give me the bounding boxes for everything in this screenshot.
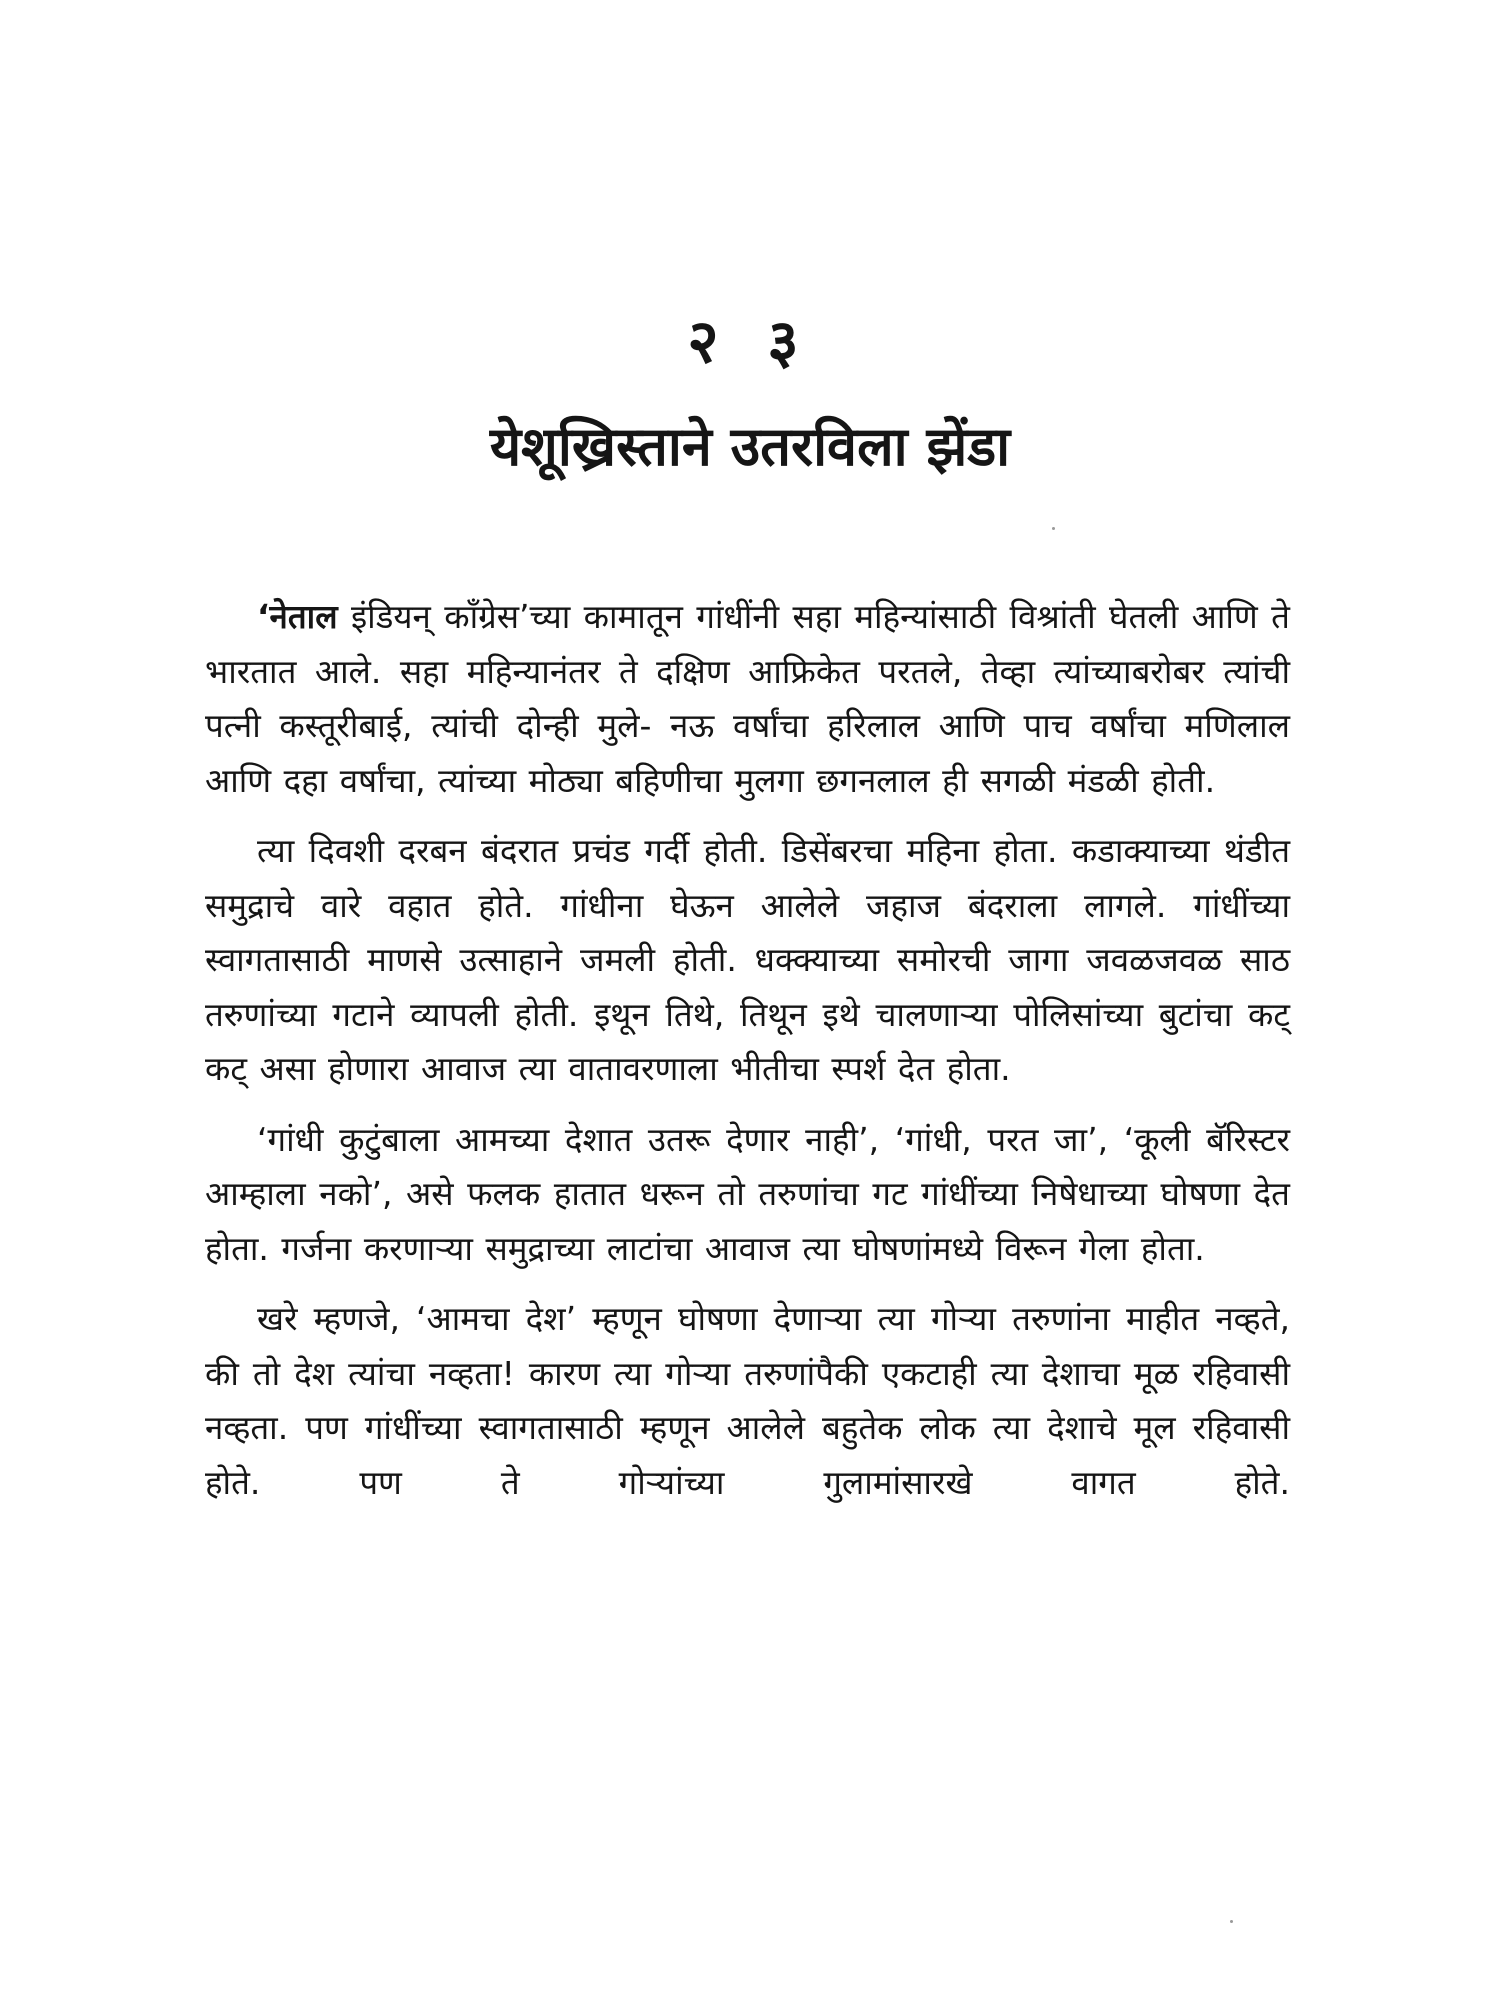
chapter-title: येशूख्रिस्ताने उतरविला झेंडा (489, 415, 1011, 478)
paragraph-text: इंडियन् कॉंग्रेस’च्या कामातून गांधींनी सहा महिन्यांसाठी विश्रांती घेतली आणि ते भारतात आले. सहा महिन्यानंतर ते दक्षिण आफ्रिकेत परतले, तेव्हा त्यांच्याबरोबर त्यांची पत्नी कस्तूरीबाई, त्यांची दोन्ही मुले- नऊ वर्षांचा हरिलाल आणि पाच वर्षांचा मणिलाल आणि दहा वर्षांचा, त्यांच्या मोठ्या बहिणीचा मुलगा छगनलाल ही सगळी मंडळी होती. (205, 597, 1290, 800)
scan-speck (1052, 527, 1055, 530)
paragraph-text: त्या दिवशी दरबन बंदरात प्रचंड गर्दी होती. डिसेंबरचा महिना होता. कडाक्याच्या थंडीत समुद्राचे वारे वहात होते. गांधीना घेऊन आलेले जहाज बंदराला लागले. गांधींच्या स्वागतासाठी माणसे उत्साहाने जमली होती. धक्क्याच्या समोरची जागा जवळजवळ साठ तरुणांच्या गटाने व्यापली होती. इथून तिथे, तिथून इथे चालणाऱ्या पोलिसांच्या बुटांचा कट् कट् असा होणारा आवाज त्या वातावरणाला भीतीचा स्पर्श देत होता. (205, 831, 1290, 1088)
paragraph-lead-word: ‘नेताल (257, 597, 338, 636)
paragraph-text: ‘गांधी कुटुंबाला आमच्या देशात उतरू देणार नाही’, ‘गांधी, परत जा’, ‘कूली बॅरिस्टर आम्हाला नको’, असे फलक हातात धरून तो तरुणांचा गट गांधींच्या निषेधाच्या घोषणा देत होता. गर्जना करणाऱ्या समुद्राच्या लाटांचा आवाज त्या घोषणांमध्ये विरून गेला होता. (205, 1119, 1290, 1268)
scan-speck (1230, 1920, 1233, 1923)
paragraph-text: खरे म्हणजे, ‘आमचा देश’ म्हणून घोषणा देणाऱ्या त्या गोऱ्या तरुणांना माहीत नव्हते, की तो देश त्यांचा नव्हता! कारण त्या गोऱ्या तरुणांपैकी एकटाही त्या देशाचा मूळ रहिवासी नव्हता. पण गांधींच्या स्वागतासाठी म्हणून आलेले बहुतेक लोक त्या देशाचे मूल रहिवासी होते. पण ते गोऱ्यांच्या गुलामांसारखे वागत होते. (205, 1299, 1290, 1502)
paragraph (205, 824, 1290, 1097)
paragraph (205, 1113, 1290, 1277)
chapter-body (205, 590, 1290, 1526)
chapter-number: २ ३ (687, 307, 813, 377)
paragraph (205, 1292, 1290, 1510)
paragraph (205, 590, 1290, 808)
